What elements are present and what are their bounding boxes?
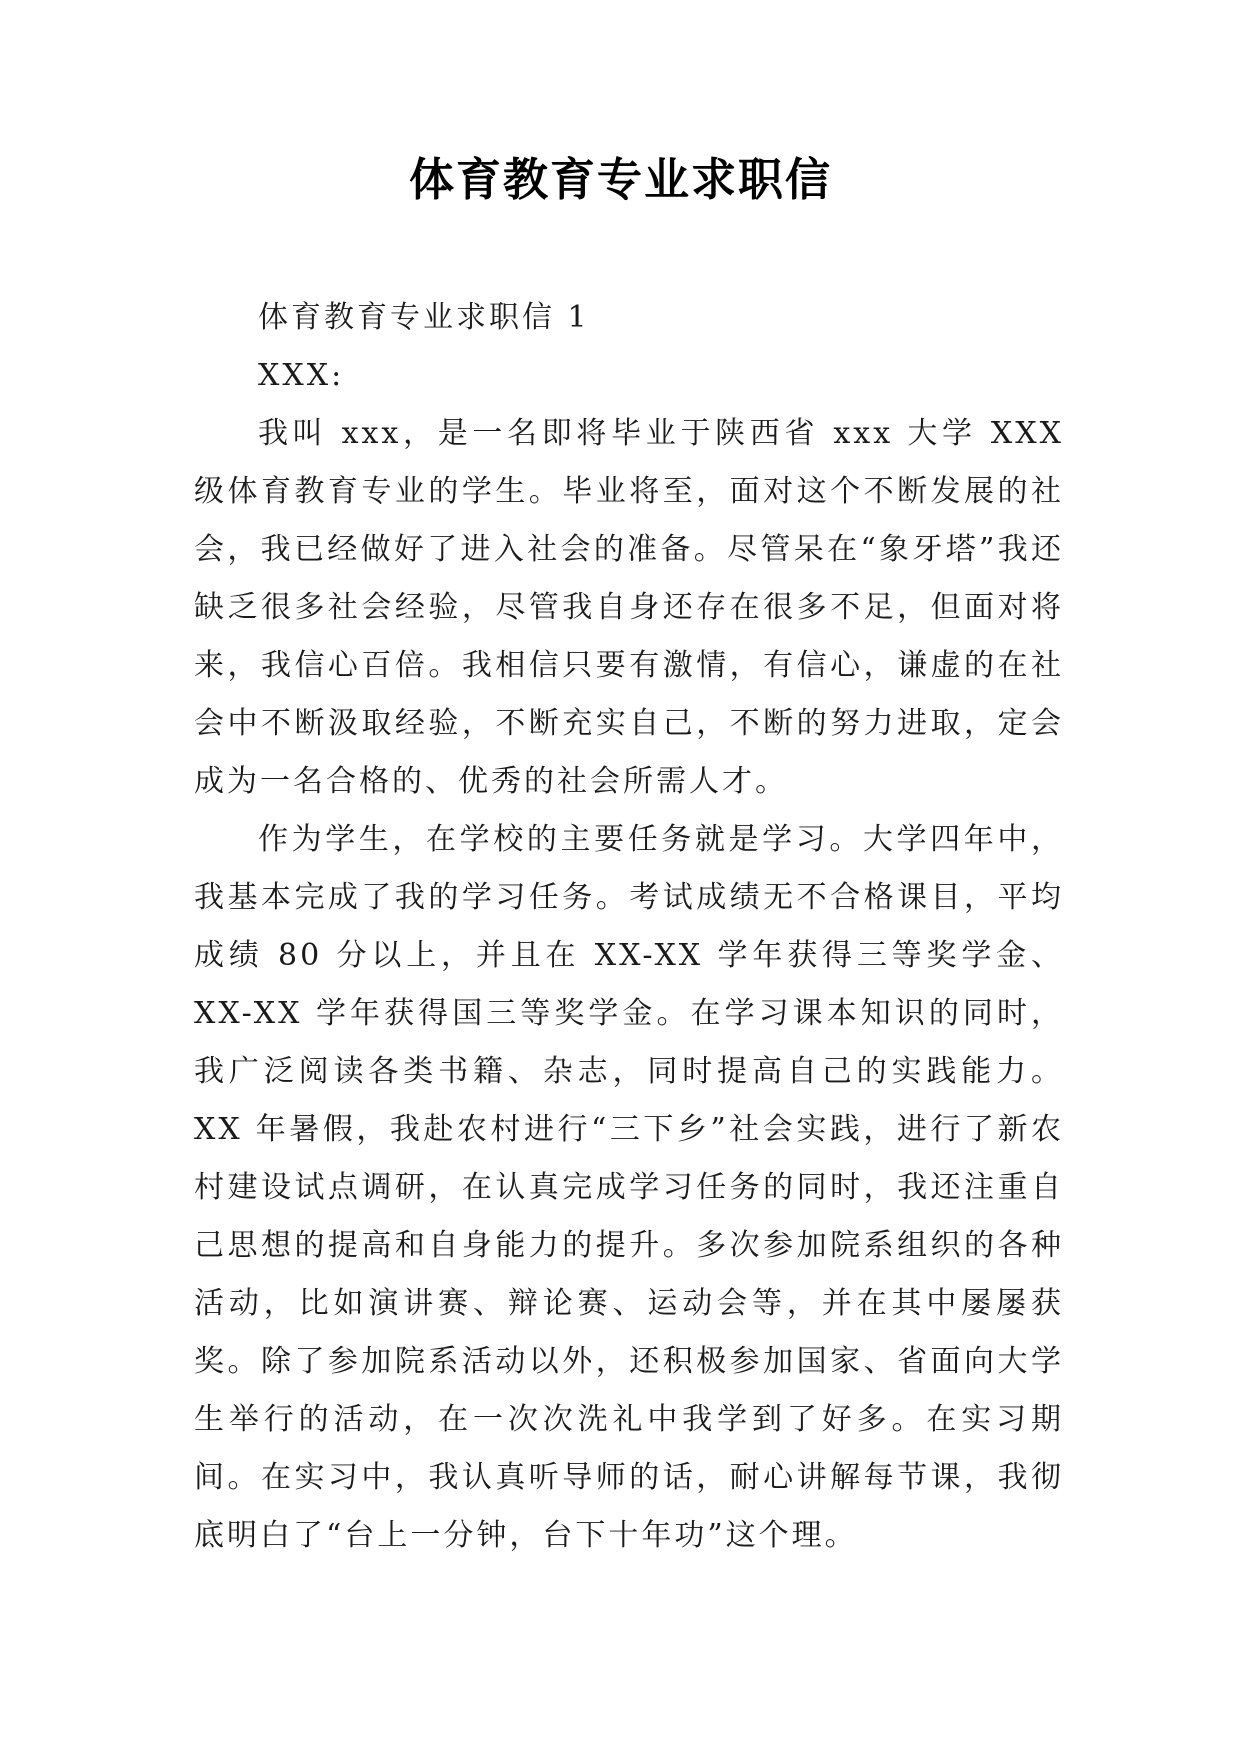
paragraph-salutation: XXX: [258,358,345,393]
paragraph-study-experience: 作为学生，在学校的主要任务就是学习。大学四年中，我基本完成了我的学习任务。考试成绩无不合格课目，平均成绩 80 分以上，并且在 XX-XX 学年获得三等奖学金、XX-XX 学年获得国三等奖学金。在学习课本知识的同时，我广泛阅读各类书籍、杂志，同时提高自己的实践能力。XX 年暑假，我赴农村进行“三下乡”社会实践，进行了新农村建设试点调研，在认真完成学习任务的同时，我还注重自己思想的提高和自身能力的提升。多次参加院系组织的各种活动，比如演讲赛、辩论赛、运动会等，并在其中屡屡获奖。除了参加院系活动以外，还积极参加国家、省面向大学生举行的活动，在一次次洗礼中我学到了好多。在实习期间。在实习中，我认真听导师的话，耐心讲解每节课，我彻底明白了“台上一分钟，台下十年功”这个理。 [194,822,1064,1553]
document-body [194,289,1064,1565]
paragraph-heading: 体育教育专业求职信 1 [258,300,590,335]
paragraph-introduction: 我叫 xxx，是一名即将毕业于陕西省 xxx 大学 XXX 级体育教育专业的学生。毕业将至，面对这个不断发展的社会，我已经做好了进入社会的准备。尽管呆在“象牙塔”我还缺乏很多社会经验，尽管我自身还存在很多不足，但面对将来，我信心百倍。我相信只要有激情，有信心，谦虚的在社会中不断汲取经验，不断充实自己，不断的努力进取，定会成为一名合格的、优秀的社会所需人才。 [194,416,1064,799]
document-title: 体育教育专业求职信 [408,153,832,206]
